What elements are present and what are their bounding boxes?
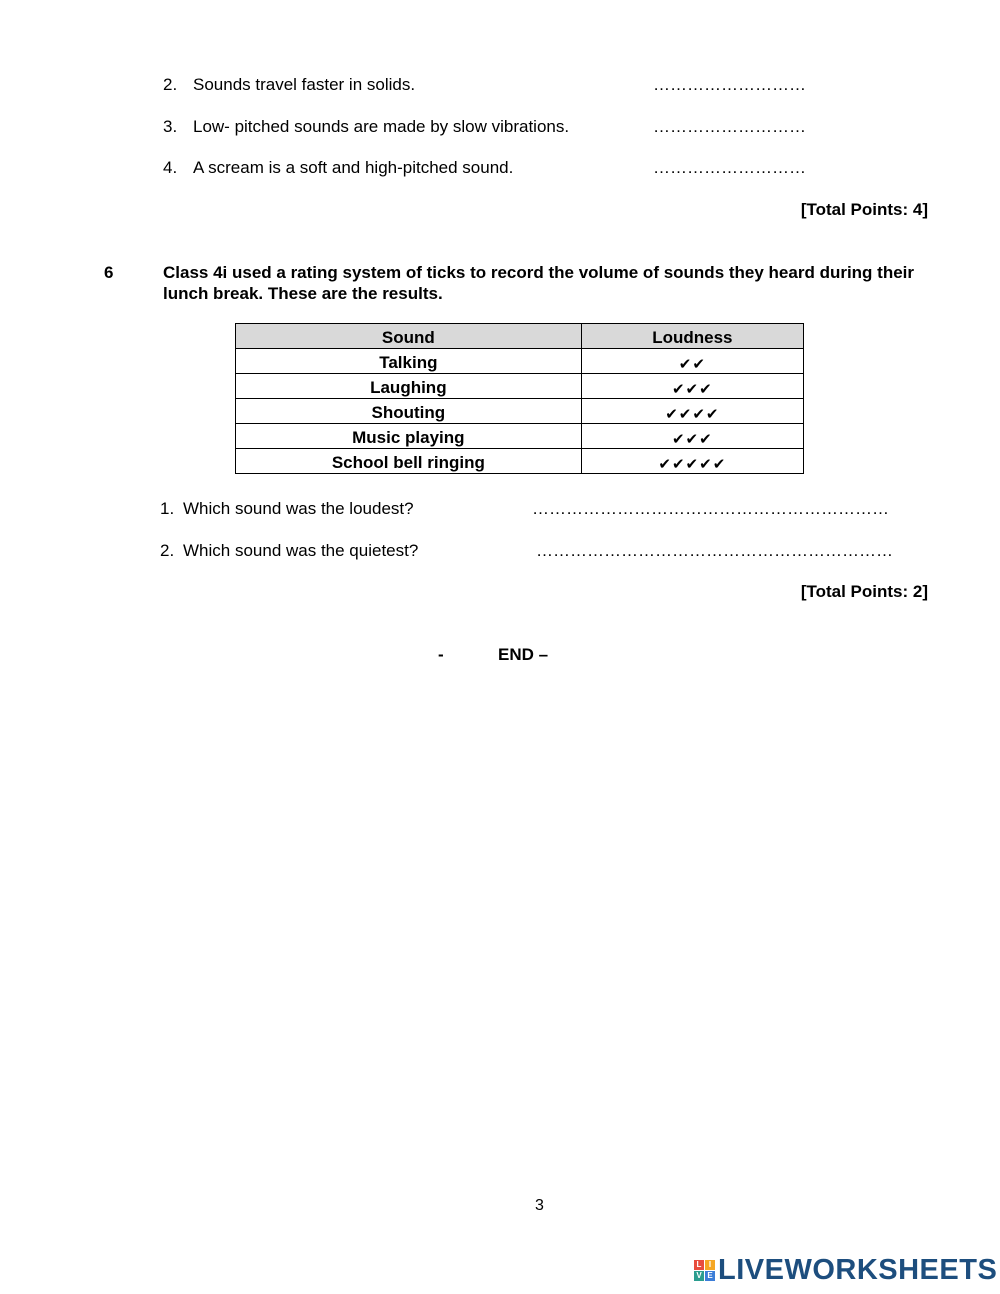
loudness-ticks: ✔✔✔: [581, 374, 803, 399]
table-row: [236, 449, 804, 474]
logo-block-e: E: [705, 1271, 715, 1281]
subquestion-2-text: Which sound was the quietest?: [183, 541, 419, 560]
subquestion-1-text: Which sound was the loudest?: [183, 499, 414, 518]
sound-cell: School bell ringing: [236, 449, 582, 474]
table-row: [236, 399, 804, 424]
question-6-number: 6: [104, 263, 114, 282]
statement-4-answer-blank[interactable]: ………………………: [653, 158, 806, 177]
table-row: [236, 424, 804, 449]
end-dash: -: [438, 645, 444, 664]
logo-block-l: L: [694, 1260, 704, 1270]
statement-3-number: 3.: [163, 117, 178, 136]
table-header-row: [236, 324, 804, 349]
question6-total-points: [Total Points: 2]: [800, 582, 928, 601]
loudness-ticks: ✔✔✔✔: [581, 399, 803, 424]
table-row: [236, 349, 804, 374]
sound-cell: Laughing: [236, 374, 582, 399]
question-6-text: Class 4i used a rating system of ticks to record the volume of sounds they heard during their lunch break. These are the results.: [163, 263, 915, 303]
statement-3-text: Low- pitched sounds are made by slow vibrations.: [193, 117, 570, 136]
logo-blocks-icon: [694, 1260, 715, 1281]
table-row: [236, 374, 804, 399]
statement-3-answer-blank[interactable]: ………………………: [653, 117, 806, 136]
liveworksheets-logo[interactable]: [694, 1254, 997, 1287]
statement-4-text: A scream is a soft and high-pitched sound.: [193, 158, 514, 177]
loudness-ticks: ✔✔: [581, 349, 803, 374]
statement-2-answer-blank[interactable]: ………………………: [653, 75, 806, 94]
header-loudness: Loudness: [581, 324, 803, 349]
subquestion-2-number: 2.: [160, 541, 175, 560]
statement-4-number: 4.: [163, 158, 178, 177]
loudness-ticks: ✔✔✔: [581, 424, 803, 449]
logo-block-v: V: [694, 1271, 704, 1281]
subquestion-1-answer-blank[interactable]: ………………………………………………………: [532, 499, 889, 518]
sound-cell: Talking: [236, 349, 582, 374]
section5-total-points: [Total Points: 4]: [800, 200, 928, 219]
sound-cell: Shouting: [236, 399, 582, 424]
header-sound: Sound: [236, 324, 582, 349]
logo-block-i: I: [705, 1260, 715, 1270]
logo-wordmark: LIVEWORKSHEETS: [718, 1254, 998, 1286]
sound-cell: Music playing: [236, 424, 582, 449]
subquestion-1-number: 1.: [160, 499, 175, 518]
loudness-table: [235, 323, 804, 474]
loudness-ticks: ✔✔✔✔✔: [581, 449, 803, 474]
statement-2-number: 2.: [163, 75, 178, 94]
subquestion-2-answer-blank[interactable]: ………………………………………………………: [536, 541, 893, 560]
page-number: 3: [535, 1197, 544, 1214]
statement-2-text: Sounds travel faster in solids.: [193, 75, 416, 94]
end-label: END –: [498, 645, 549, 664]
